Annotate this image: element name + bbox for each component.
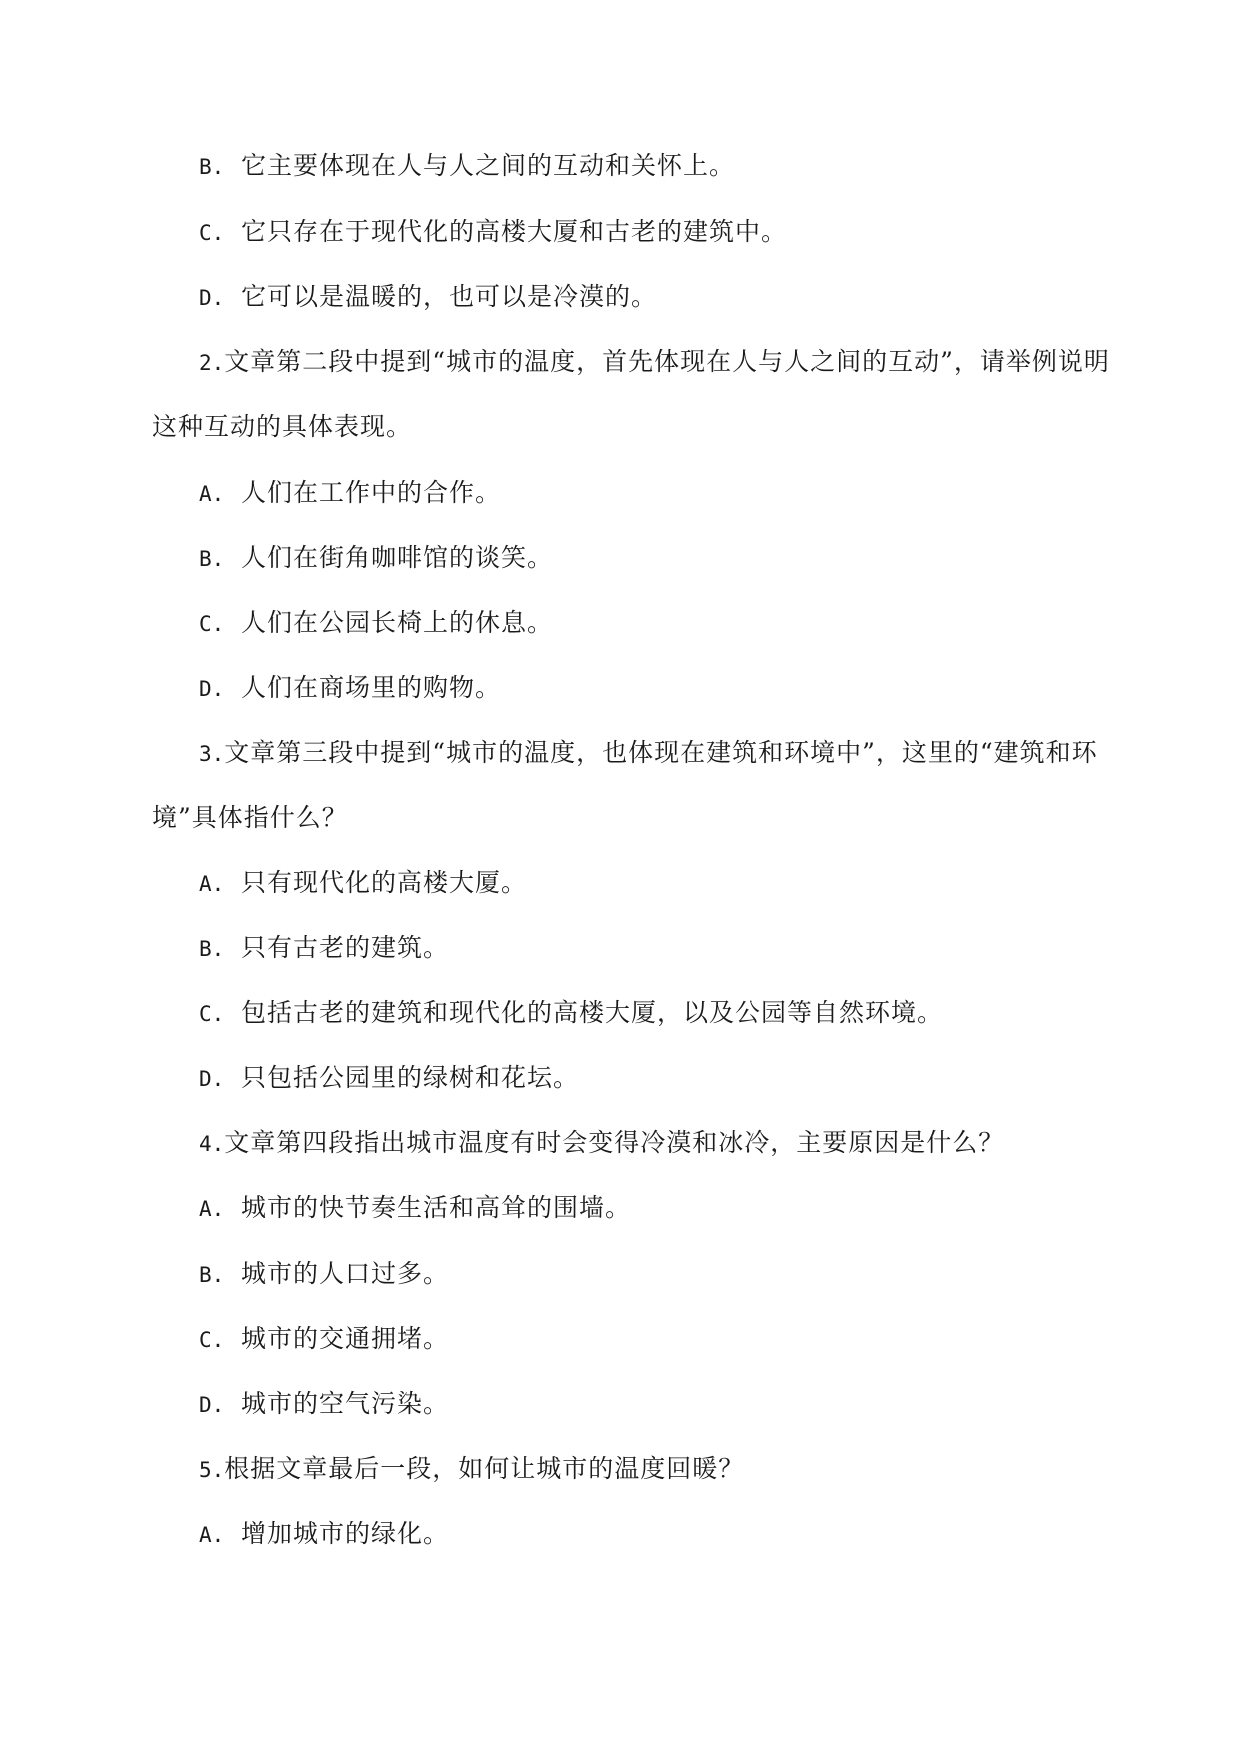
q4-stem	[199, 1128, 1004, 1159]
q3-option-a	[199, 868, 527, 899]
option-text: 人们在公园长椅上的休息。	[241, 608, 554, 637]
option-text: 只包括公园里的绿树和花坛。	[241, 1063, 580, 1092]
q2-stem	[199, 347, 1110, 378]
question-text: 文章第二段中提到“城市的温度，首先体现在人与人之间的互动”，请举例说明	[224, 347, 1110, 376]
option-text: 包括古老的建筑和现代化的高楼大厦，以及公园等自然环境。	[241, 998, 944, 1027]
q1-option-d	[199, 282, 657, 313]
q1-option-c	[199, 217, 787, 248]
option-label: C.	[199, 1328, 225, 1352]
q2-option-b	[199, 543, 553, 574]
option-label: C.	[199, 612, 225, 636]
option-text: 增加城市的绿化。	[241, 1519, 450, 1548]
q3-stem	[199, 738, 1098, 769]
option-label: A.	[199, 482, 225, 506]
option-label: A.	[199, 1523, 225, 1547]
option-label: D.	[199, 286, 225, 310]
q1-option-b	[199, 151, 735, 182]
option-label: C.	[199, 221, 225, 245]
option-label: B.	[199, 547, 225, 571]
q3-option-c	[199, 998, 943, 1029]
option-text: 城市的人口过多。	[241, 1259, 450, 1288]
q2-option-d	[199, 673, 501, 704]
option-text: 人们在商场里的购物。	[241, 673, 502, 702]
question-number: 3.	[199, 742, 225, 766]
q5-option-a	[199, 1519, 449, 1550]
option-label: B.	[199, 1263, 225, 1287]
q5-stem	[199, 1454, 744, 1485]
q4-option-a	[199, 1193, 631, 1224]
option-label: D.	[199, 677, 225, 701]
option-label: C.	[199, 1002, 225, 1026]
option-text: 它只存在于现代化的高楼大厦和古老的建筑中。	[241, 217, 788, 246]
q4-option-b	[199, 1259, 449, 1290]
q3-stem-continued	[152, 803, 348, 833]
option-text: 人们在工作中的合作。	[241, 478, 502, 507]
option-text: 城市的空气污染。	[241, 1389, 450, 1418]
option-text: 城市的交通拥堵。	[241, 1324, 450, 1353]
option-label: B.	[199, 937, 225, 961]
option-text: 只有古老的建筑。	[241, 933, 450, 962]
question-number: 5.	[199, 1458, 225, 1482]
option-text: 它主要体现在人与人之间的互动和关怀上。	[241, 151, 736, 180]
q3-option-b	[199, 933, 449, 964]
option-label: A.	[199, 872, 225, 896]
q4-option-c	[199, 1324, 449, 1355]
question-text: 文章第四段指出城市温度有时会变得冷漠和冰冷，主要原因是什么？	[224, 1128, 1005, 1157]
option-text: 它可以是温暖的，也可以是冷漠的。	[241, 282, 658, 311]
option-label: D.	[199, 1393, 225, 1417]
option-label: D.	[199, 1067, 225, 1091]
question-text: 文章第三段中提到“城市的温度，也体现在建筑和环境中”，这里的“建筑和环	[224, 738, 1098, 767]
q2-option-c	[199, 608, 553, 639]
question-text: 根据文章最后一段，如何让城市的温度回暖？	[224, 1454, 745, 1483]
question-text: 境”具体指什么？	[152, 803, 348, 832]
question-number: 4.	[199, 1132, 225, 1156]
question-text: 这种互动的具体表现。	[152, 412, 413, 441]
option-text: 只有现代化的高楼大厦。	[241, 868, 528, 897]
question-number: 2.	[199, 351, 225, 375]
option-text: 人们在街角咖啡馆的谈笑。	[241, 543, 554, 572]
option-label: B.	[199, 155, 225, 179]
option-text: 城市的快节奏生活和高耸的围墙。	[241, 1193, 632, 1222]
q4-option-d	[199, 1389, 449, 1420]
option-label: A.	[199, 1197, 225, 1221]
q2-option-a	[199, 478, 501, 509]
q2-stem-continued	[152, 412, 412, 442]
q3-option-d	[199, 1063, 579, 1094]
